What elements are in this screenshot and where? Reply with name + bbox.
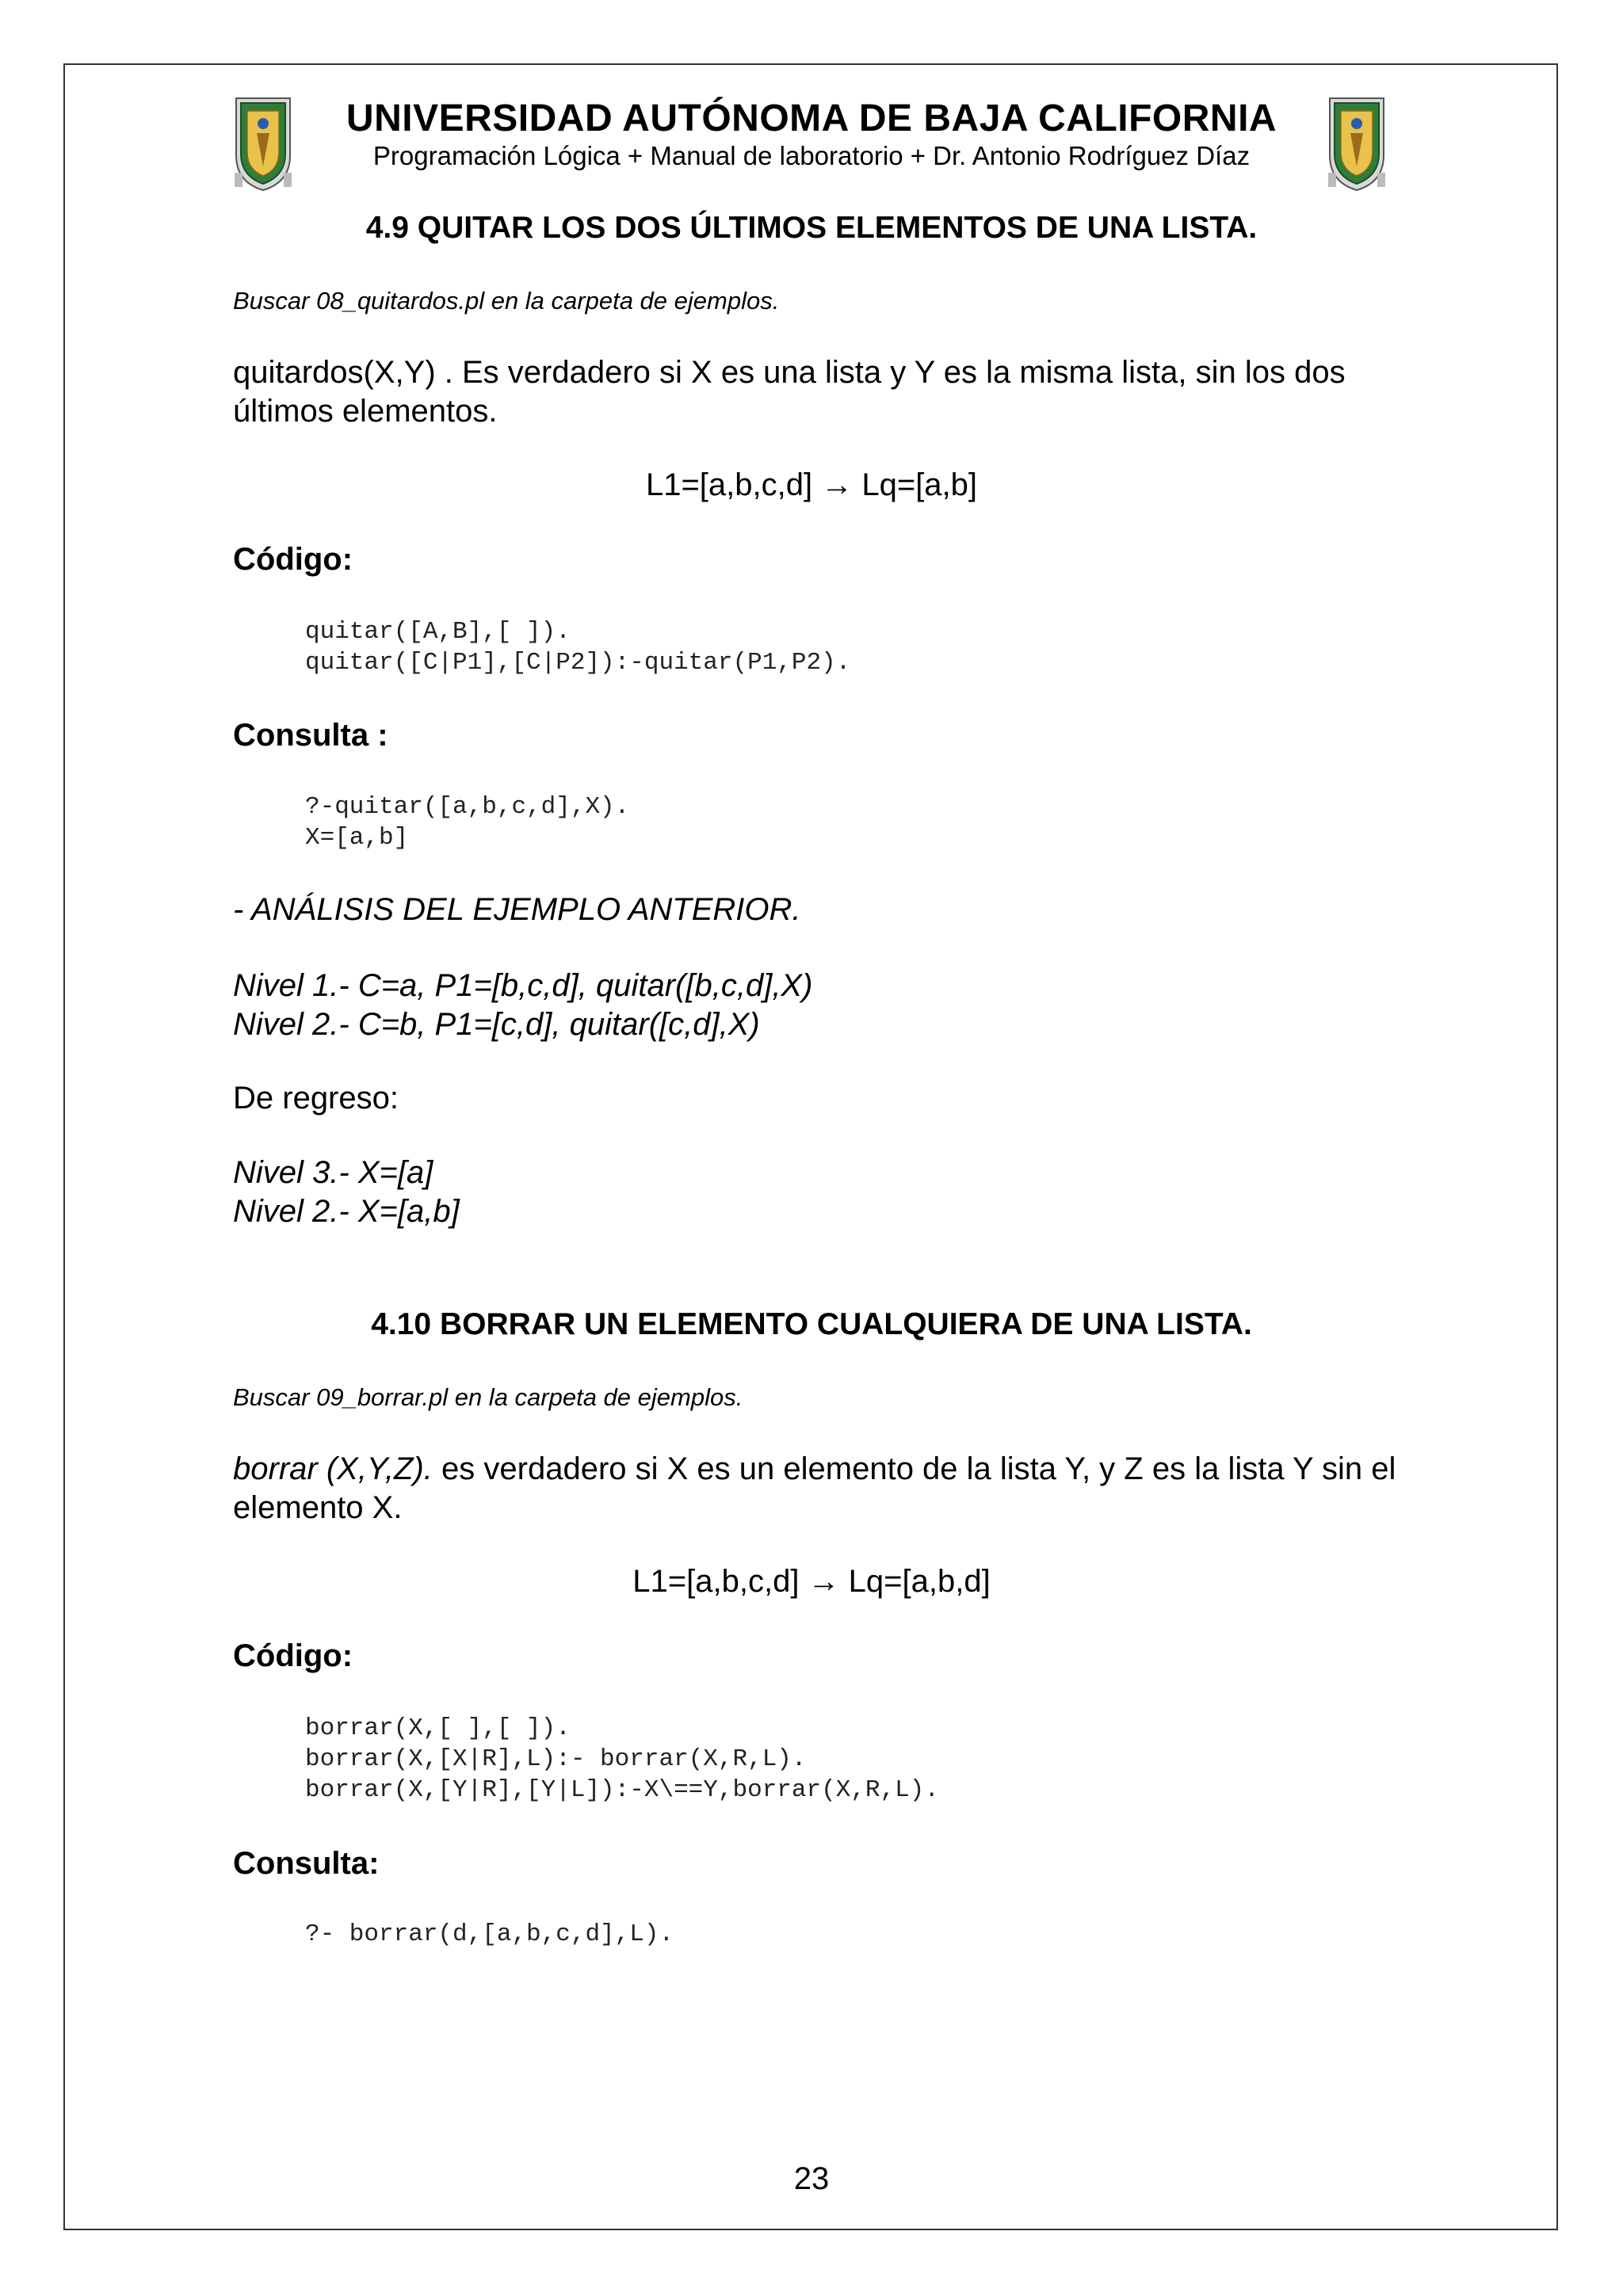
query-line: ?- borrar(d,[a,b,c,d],L). xyxy=(305,1920,674,1948)
section-title-4-9: 4.9 QUITAR LOS DOS ÚLTIMOS ELEMENTOS DE UNA LISTA. xyxy=(365,211,1258,245)
query-block xyxy=(305,1919,674,1950)
predicate-signature: borrar (X,Y,Z). xyxy=(233,1451,433,1486)
query-label: Consulta : xyxy=(233,718,388,753)
query-block xyxy=(305,791,629,853)
description-text: es verdadero si X es un elemento de la lista Y, y Z es la lista Y sin el elemento X. xyxy=(233,1451,1396,1525)
list-example: L1=[a,b,c,d] → Lq=[a,b] xyxy=(645,467,978,502)
code-line: quitar([A,B],[ ]). xyxy=(305,618,571,646)
code-line: borrar(X,[X|R],L):- borrar(X,R,L). xyxy=(305,1745,807,1773)
section-description xyxy=(233,1450,1406,1527)
code-block xyxy=(305,1713,939,1806)
page-number: 23 xyxy=(793,2161,830,2196)
section-title-4-10: 4.10 BORRAR UN ELEMENTO CUALQUIERA DE UNA LISTA. xyxy=(371,1307,1252,1341)
query-line: X=[a,b] xyxy=(305,824,409,852)
code-line: borrar(X,[Y|R],[Y|L]):-X\==Y,borrar(X,R,L). xyxy=(305,1776,939,1804)
level-line: Nivel 2.- C=b, P1=[c,d], quitar([c,d],X) xyxy=(233,1007,760,1042)
section-description: quitardos(X,Y) . Es verdadero si X es una lista y Y es la misma lista, sin los dos últimos elementos. xyxy=(233,355,1346,429)
query-line: ?-quitar([a,b,c,d],X). xyxy=(305,793,630,821)
code-line: quitar([C|P1],[C|P2]):-quitar(P1,P2). xyxy=(305,649,851,677)
return-label: De regreso: xyxy=(233,1081,399,1116)
level-line: Nivel 3.- X=[a] xyxy=(233,1155,433,1190)
return-levels xyxy=(233,1154,460,1231)
example-file-note: Buscar 09_borrar.pl en la carpeta de ejemplos. xyxy=(233,1383,743,1411)
example-file-note: Buscar 08_quitardos.pl en la carpeta de ejemplos. xyxy=(233,287,780,315)
code-label: Código: xyxy=(233,1638,353,1673)
analysis-levels xyxy=(233,967,812,1044)
header-subtitle: Programación Lógica + Manual de laboratorio + Dr. Antonio Rodríguez Díaz xyxy=(372,141,1251,170)
list-example: L1=[a,b,c,d] → Lq=[a,b,d] xyxy=(632,1564,991,1599)
query-label: Consulta: xyxy=(233,1846,380,1881)
code-line: borrar(X,[ ],[ ]). xyxy=(305,1714,571,1742)
analysis-title: - ANÁLISIS DEL EJEMPLO ANTERIOR. xyxy=(233,892,801,927)
code-label: Código: xyxy=(233,542,353,577)
level-line: Nivel 2.- X=[a,b] xyxy=(233,1194,460,1229)
level-line: Nivel 1.- C=a, P1=[b,c,d], quitar([b,c,d],X) xyxy=(233,968,813,1003)
university-name: UNIVERSIDAD AUTÓNOMA DE BAJA CALIFORNIA xyxy=(346,97,1277,139)
code-block xyxy=(305,616,850,678)
